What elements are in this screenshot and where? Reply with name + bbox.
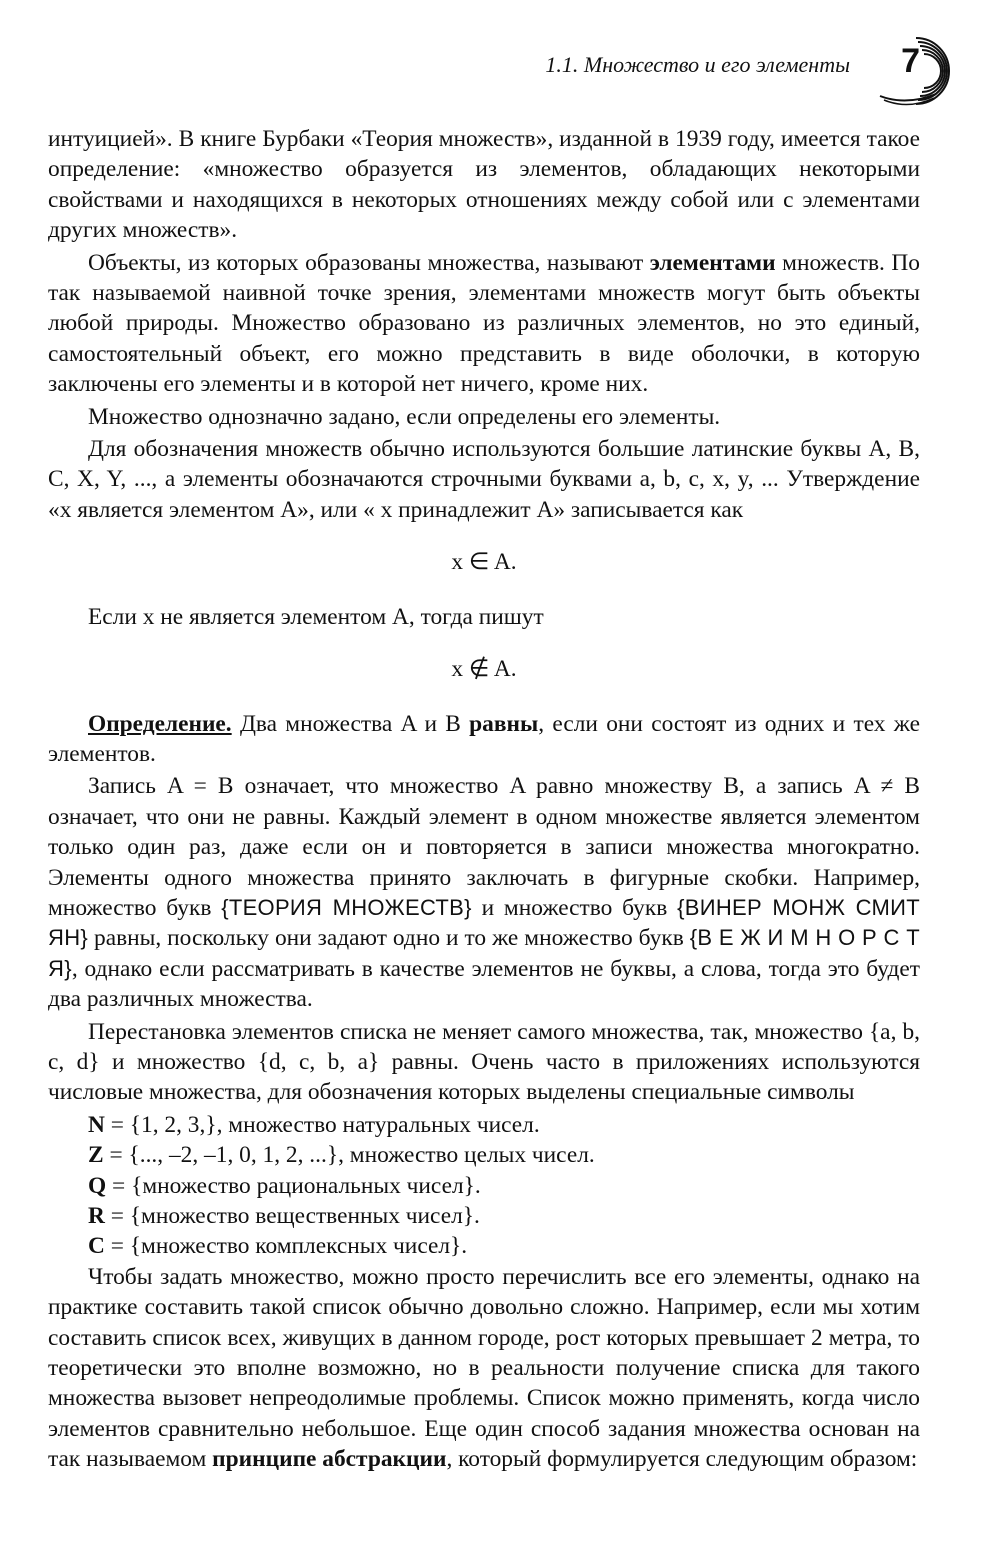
set-item-rational: Q = {множество рациональных чисел}. (88, 1172, 481, 1199)
term-equal: равны (469, 710, 539, 737)
set-item-complex: C = {множество комплексных чисел}. (88, 1233, 468, 1260)
set-item-integer: Z = {..., –2, –1, 0, 1, 2, ...}, множество целых чисел. (88, 1142, 595, 1169)
letter-set-3: {В Е Ж И М Н О Р С Т Я} (48, 925, 920, 981)
letter-set-1: {ТЕОРИЯ МНОЖЕСТВ} (221, 894, 472, 920)
paragraph-5: Если x не является элементом A, тогда пишут (88, 603, 544, 630)
set-item-natural: N = {1, 2, 3,}, множество натуральных чисел. (88, 1111, 540, 1138)
paragraph-3: Множество однозначно задано, если определены его элементы. (88, 403, 721, 430)
paragraph-1: интуицией». В книге Бурбаки «Теория множеств», изданной в 1939 году, имеется такое определение: «множество образуется из элементов, обладающих некоторыми свойствами и находящихся в некоторых отношениях между собой или с элементами других множеств». (48, 126, 920, 244)
running-title: 1.1. Множество и его элементы (545, 52, 850, 77)
definition-label: Определение. (88, 710, 232, 737)
paragraph-2: Объекты, из которых образованы множества, называют элементами множеств. По так называемой наивной точке зрения, элементами множеств могут быть объекты любой природы. Множество образовано из различных элементов, но это единый, самостоятельный объект, его можно представить в виде оболочки, в которую заключены его элементы и в которой нет ничего, кроме них. (48, 249, 920, 398)
definition-paragraph: Определение. Два множества A и B равны, если они состоят из одних и тех же элементов. (48, 710, 920, 767)
body-text (48, 124, 920, 1477)
page-number: 7 (901, 42, 920, 80)
paragraph-4: Для обозначения множеств обычно используются большие латинские буквы A, B, C, X, Y, ..., а элементы обозначаются строчными буквами a, b, c, x, y, ... Утверждение «x является элементом A», или « x принадлежит A» записывается как (48, 436, 920, 523)
term-abstraction-principle: принципе абстракции (212, 1446, 447, 1473)
letter-set-2: {ВИНЕР МОНЖ СМИТ ЯН} (48, 894, 920, 951)
paragraph-7: Перестановка элементов списка не меняет самого множества, так, множество {a, b, c, d} и множество {d, c, b, a} равны. Очень часто в приложениях используются числовые множества, для обозначения которых выделены специальные символы (48, 1018, 920, 1106)
formula-membership: x ∈ A. (451, 549, 517, 576)
paragraph-8: Чтобы задать множество, можно просто перечислить все его элементы, однако на практике составить такой список обычно довольно сложно. Например, если мы хотим составить список всех, живущих в данном городе, рост которых превышает 2 метра, то теоретически это вполне возможно, но в реальности получение списка для такого множества вызовет непреодолимые проблемы. Список можно применять, когда число элементов сравнительно небольшое. Еще один способ задания множества основан на так называемом принципе абстракции, который формулируется следующим образом: (48, 1263, 920, 1473)
paragraph-6: Запись A = B означает, что множество A равно множеству B, а запись A ≠ B означает, что они не равны. Каждый элемент в одном множестве является элементом только один раз, даже если он и повторяется в записи множества многократно. Элементы одного множества принято заключать в фигурные скобки. Например, множество букв {ТЕОРИЯ МНОЖЕСТВ} и множество букв {ВИНЕР МОНЖ СМИТ ЯН} равны, поскольку они задают одно и то же множество букв {В Е Ж И М Н О Р С Т Я}, однако если рассматривать в качестве элементов не буквы, а слова, тогда это будет два различных множества. (48, 773, 920, 1013)
set-item-real: R = {множество вещественных чисел}. (88, 1203, 480, 1229)
formula-non-membership: x ∉ A. (451, 656, 517, 683)
term-elements: элементами (649, 249, 776, 276)
